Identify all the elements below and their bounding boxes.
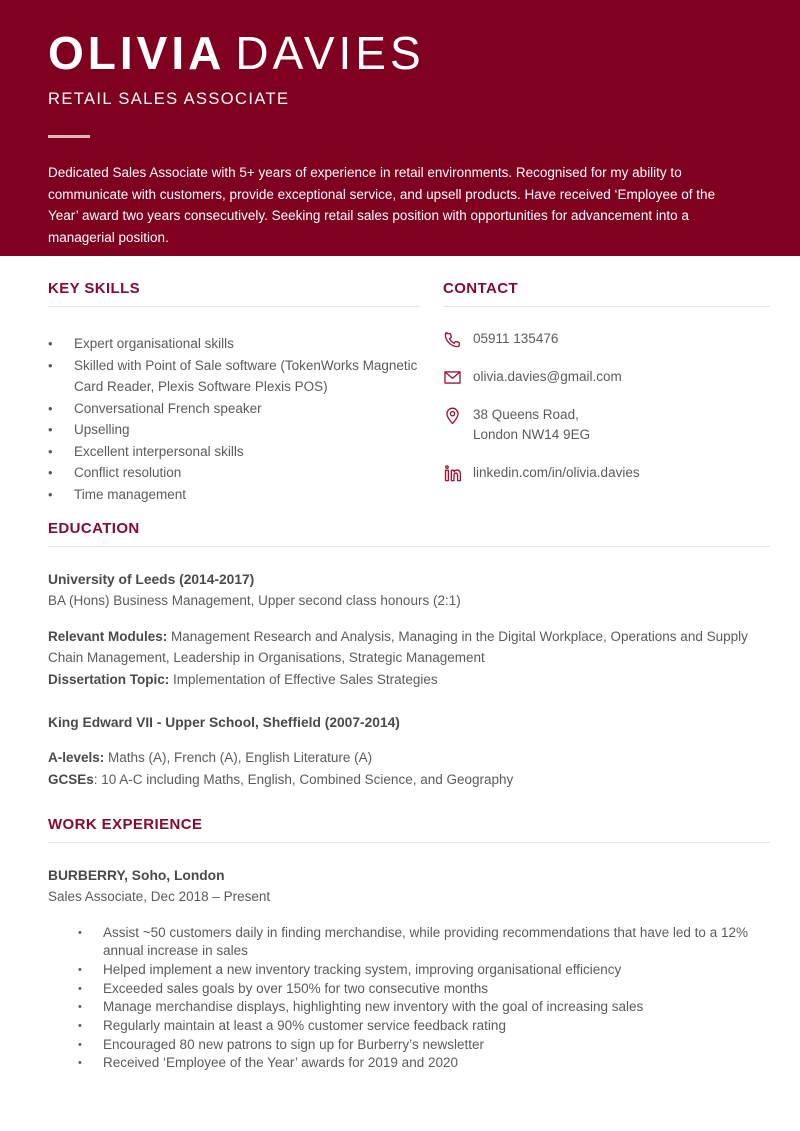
education-detail-label: Relevant Modules:: [48, 628, 168, 644]
bullet-glyph: •: [48, 400, 53, 416]
education-detail-label: A-levels:: [48, 750, 105, 765]
skill-item-label: Conversational French speaker: [74, 400, 262, 416]
work-bullet-label: Assist ~50 customers daily in finding merchandise, while providing recommendations that have led to a 12% annual increase in sales: [103, 924, 748, 959]
work-bullet-item: [78, 1036, 770, 1055]
education-section: [0, 520, 800, 790]
bullet-glyph: •: [48, 465, 53, 480]
education-entry: [48, 712, 770, 790]
candidate-name: [48, 27, 752, 79]
education-detail-line: [48, 747, 770, 769]
work-bullet-label: Encouraged 80 new patrons to sign up for Burberry’s newsletter: [103, 1036, 484, 1052]
skill-item-label: Upselling: [74, 422, 130, 437]
contact-row[interactable]: [443, 367, 770, 387]
education-detail-label: Dissertation Topic:: [48, 671, 170, 687]
skill-item: [48, 484, 419, 506]
education-institution: University of Leeds (2014-2017): [48, 572, 255, 587]
work-bullet-item: [78, 998, 770, 1017]
education-detail-line: [48, 769, 770, 791]
bullet-glyph: •: [48, 443, 53, 459]
work-experience-entries: [48, 865, 770, 1073]
work-entry: [48, 865, 770, 1073]
work-bullet-item: [78, 980, 770, 999]
contact-list: [443, 329, 770, 483]
phone-icon: [443, 329, 473, 349]
linkedin-icon: [443, 463, 473, 483]
education-details: [48, 747, 770, 790]
contact-section: [443, 280, 770, 505]
skill-item-label: Time management: [74, 486, 187, 502]
skill-item-label: Excellent interpersonal skills: [74, 443, 244, 459]
education-detail-text: : 10 A-C including Maths, English, Combined Science, and Geography: [93, 771, 514, 787]
key-skills-section: [48, 280, 443, 505]
skill-item: [48, 398, 419, 420]
education-heading: EDUCATION: [48, 520, 770, 547]
education-detail-line: [48, 669, 770, 691]
profile-summary: Dedicated Sales Associate with 5+ years of experience in retail environments. Recognised for my ability to communicate with customers, provide exceptional service, and upsell products. Have received ‘Employee of the Year’ award two years consecutively. Seeking retail sales position with opportunities for advancement into a managerial position.: [48, 165, 716, 245]
education-details: [48, 626, 770, 691]
contact-value: 38 Queens Road, London NW14 9EG: [473, 407, 591, 442]
education-detail-text: Management Research and Analysis, Managing in the Digital Workplace, Operations and Supply Chain Management, Leadership in Organisations, Strategic Management: [48, 628, 748, 665]
work-bullet-item: [78, 1054, 770, 1073]
bullet-glyph: •: [78, 1020, 82, 1033]
contact-value: linkedin.com/in/olivia.davies: [473, 465, 640, 480]
bullet-glyph: •: [48, 336, 53, 351]
work-experience-heading: WORK EXPERIENCE: [48, 816, 770, 843]
work-role: Sales Associate, Dec 2018 – Present: [48, 889, 271, 904]
skill-item: [48, 419, 419, 441]
job-title: RETAIL SALES ASSOCIATE: [48, 90, 290, 108]
skills-contact-row: [0, 256, 800, 505]
education-institution: King Edward VII - Upper School, Sheffield (2007-2014): [48, 715, 400, 730]
key-skills-heading: KEY SKILLS: [48, 280, 419, 307]
bullet-glyph: •: [78, 926, 82, 939]
key-skills-list: [48, 333, 419, 505]
education-detail-label: GCSEs: [48, 771, 94, 787]
education-entries: [48, 569, 770, 790]
education-qualification: BA (Hons) Business Management, Upper second class honours (2:1): [48, 593, 461, 608]
work-bullet-label: Regularly maintain at least a 90% customer service feedback rating: [103, 1018, 506, 1034]
work-bullet-label: Helped implement a new inventory tracking system, improving organisational efficiency: [103, 961, 622, 977]
work-experience-section: [0, 816, 800, 1073]
header-divider: [48, 135, 90, 138]
work-bullet-item: [78, 961, 770, 980]
last-name: DAVIES: [235, 27, 425, 79]
work-bullet-label: Exceeded sales goals by over 150% for two consecutive months: [103, 980, 488, 996]
bullet-glyph: •: [48, 422, 53, 437]
first-name: OLIVIA: [48, 27, 226, 79]
skill-item: [48, 462, 419, 484]
education-detail-text: Maths (A), French (A), English Literature (A): [104, 750, 373, 765]
bullet-glyph: •: [48, 486, 53, 502]
location-pin-icon: [443, 405, 473, 425]
contact-value: 05911 135476: [473, 331, 559, 346]
education-entry: [48, 569, 770, 690]
skill-item: [48, 355, 419, 398]
bullet-glyph: •: [78, 1001, 82, 1014]
contact-row[interactable]: [443, 405, 770, 445]
work-bullet-label: Manage merchandise displays, highlighting new inventory with the goal of increasing sales: [103, 999, 644, 1015]
bullet-glyph: •: [48, 357, 53, 373]
bullet-glyph: •: [78, 1057, 82, 1070]
education-detail-text: Implementation of Effective Sales Strategies: [169, 671, 438, 687]
work-company: BURBERRY, Soho, London: [48, 868, 225, 883]
work-bullet-item: [78, 924, 770, 961]
contact-row[interactable]: [443, 329, 770, 349]
skill-item-label: Expert organisational skills: [74, 336, 234, 351]
contact-row[interactable]: [443, 463, 770, 483]
contact-value: olivia.davies@gmail.com: [473, 369, 622, 384]
resume-header: [0, 0, 800, 256]
work-bullet-label: Received ‘Employee of the Year’ awards for 2019 and 2020: [103, 1055, 458, 1071]
work-bullet-item: [78, 1017, 770, 1036]
contact-heading: CONTACT: [443, 280, 770, 307]
skill-item: [48, 333, 419, 355]
skill-item-label: Skilled with Point of Sale software (TokenWorks Magnetic Card Reader, Plexis Software Plexis POS): [74, 357, 418, 394]
envelope-icon: [443, 367, 473, 387]
education-detail-line: [48, 626, 770, 669]
work-bullet-list: [48, 924, 770, 1074]
bullet-glyph: •: [78, 963, 82, 976]
bullet-glyph: •: [78, 982, 82, 995]
skill-item: [48, 441, 419, 463]
bullet-glyph: •: [78, 1038, 82, 1051]
skill-item-label: Conflict resolution: [74, 465, 182, 480]
